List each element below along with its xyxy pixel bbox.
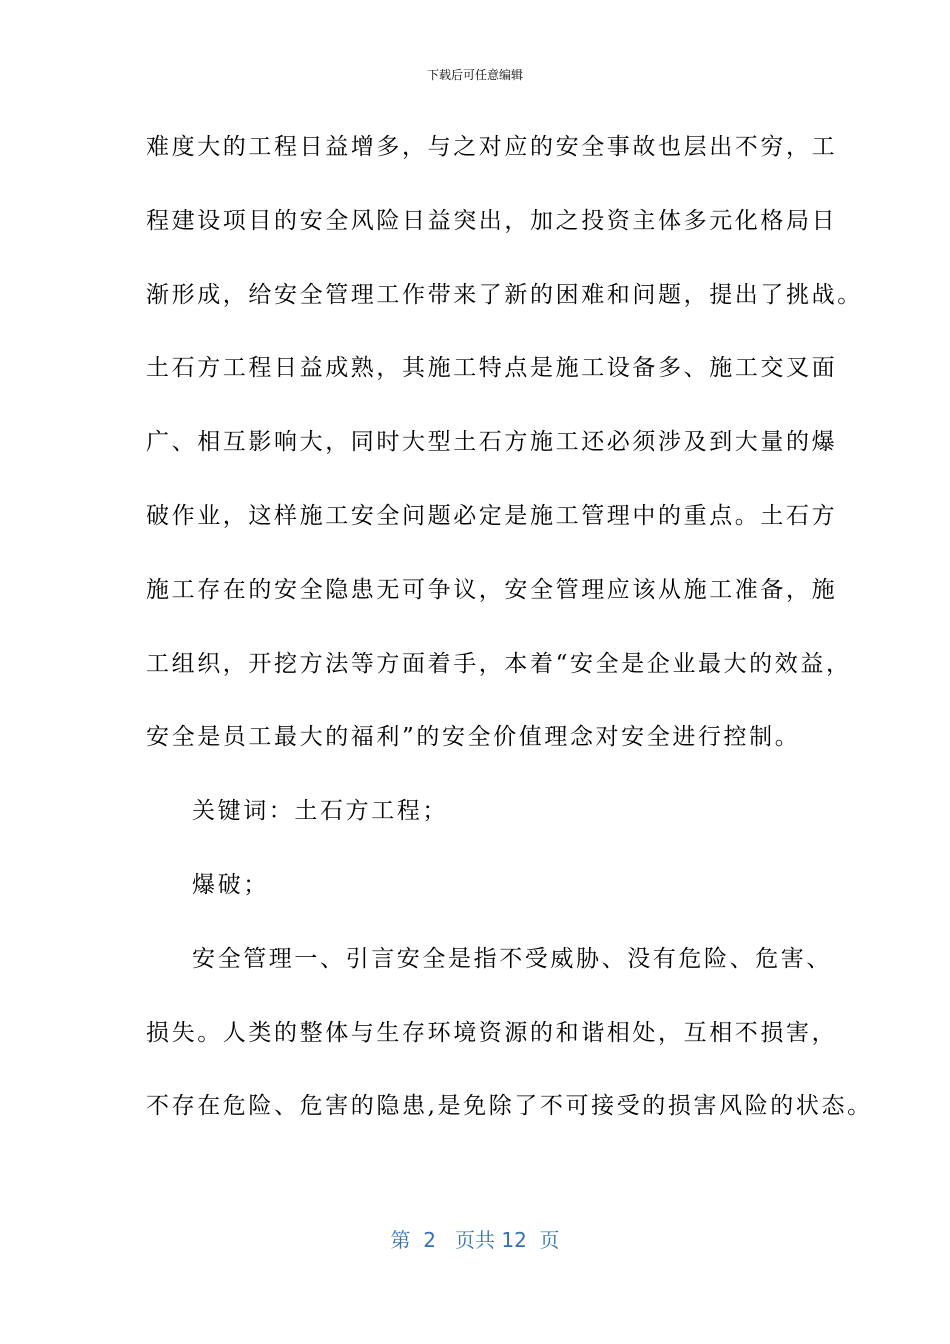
footer-current-page: 2 xyxy=(423,1228,436,1252)
text-line: 程建设项目的安全风险日益突出，加之投资主体多元化格局日 xyxy=(146,207,838,234)
text-line: 土石方工程日益成熟，其施工特点是施工设备多、施工交叉面 xyxy=(146,355,838,382)
text-line: 施工存在的安全隐患无可争议，安全管理应该从施工准备，施 xyxy=(146,576,838,603)
footer-total-pages: 12 xyxy=(501,1228,527,1252)
header-note: 下载后可任意编辑 xyxy=(426,68,523,82)
page-number-footer xyxy=(0,1224,950,1253)
footer-label-end: 页 xyxy=(539,1228,560,1252)
text-line: 渐形成，给安全管理工作带来了新的困难和问题，提出了挑战。 xyxy=(146,281,863,308)
keywords-line: 关键词：土石方工程； xyxy=(192,798,448,825)
footer-label-page: 第 xyxy=(390,1228,411,1252)
footer-label-total: 页共 xyxy=(455,1228,495,1252)
text-line: 不存在危险、危害的隐患,是免除了不可接受的损害风险的状态。 xyxy=(146,1093,873,1120)
text-line: 广、相互影响大，同时大型土石方施工还必须涉及到大量的爆 xyxy=(146,429,838,456)
text-line: 损失。人类的整体与生存环境资源的和谐相处，互相不损害， xyxy=(146,1019,838,1046)
text-line: 安全是员工最大的福利”的安全价值理念对安全进行控制。 xyxy=(146,724,801,751)
text-line: 破作业，这样施工安全问题必定是施工管理中的重点。土石方 xyxy=(146,502,838,529)
document-body xyxy=(146,123,873,1156)
keywords-line: 爆破； xyxy=(192,871,269,898)
text-line: 工组织，开挖方法等方面着手，本着“安全是企业最大的效益， xyxy=(146,650,852,677)
section-line: 安全管理一、引言安全是指不受威胁、没有危险、危害、 xyxy=(192,945,832,972)
text-line: 难度大的工程日益增多，与之对应的安全事故也层出不穷，工 xyxy=(146,134,838,160)
